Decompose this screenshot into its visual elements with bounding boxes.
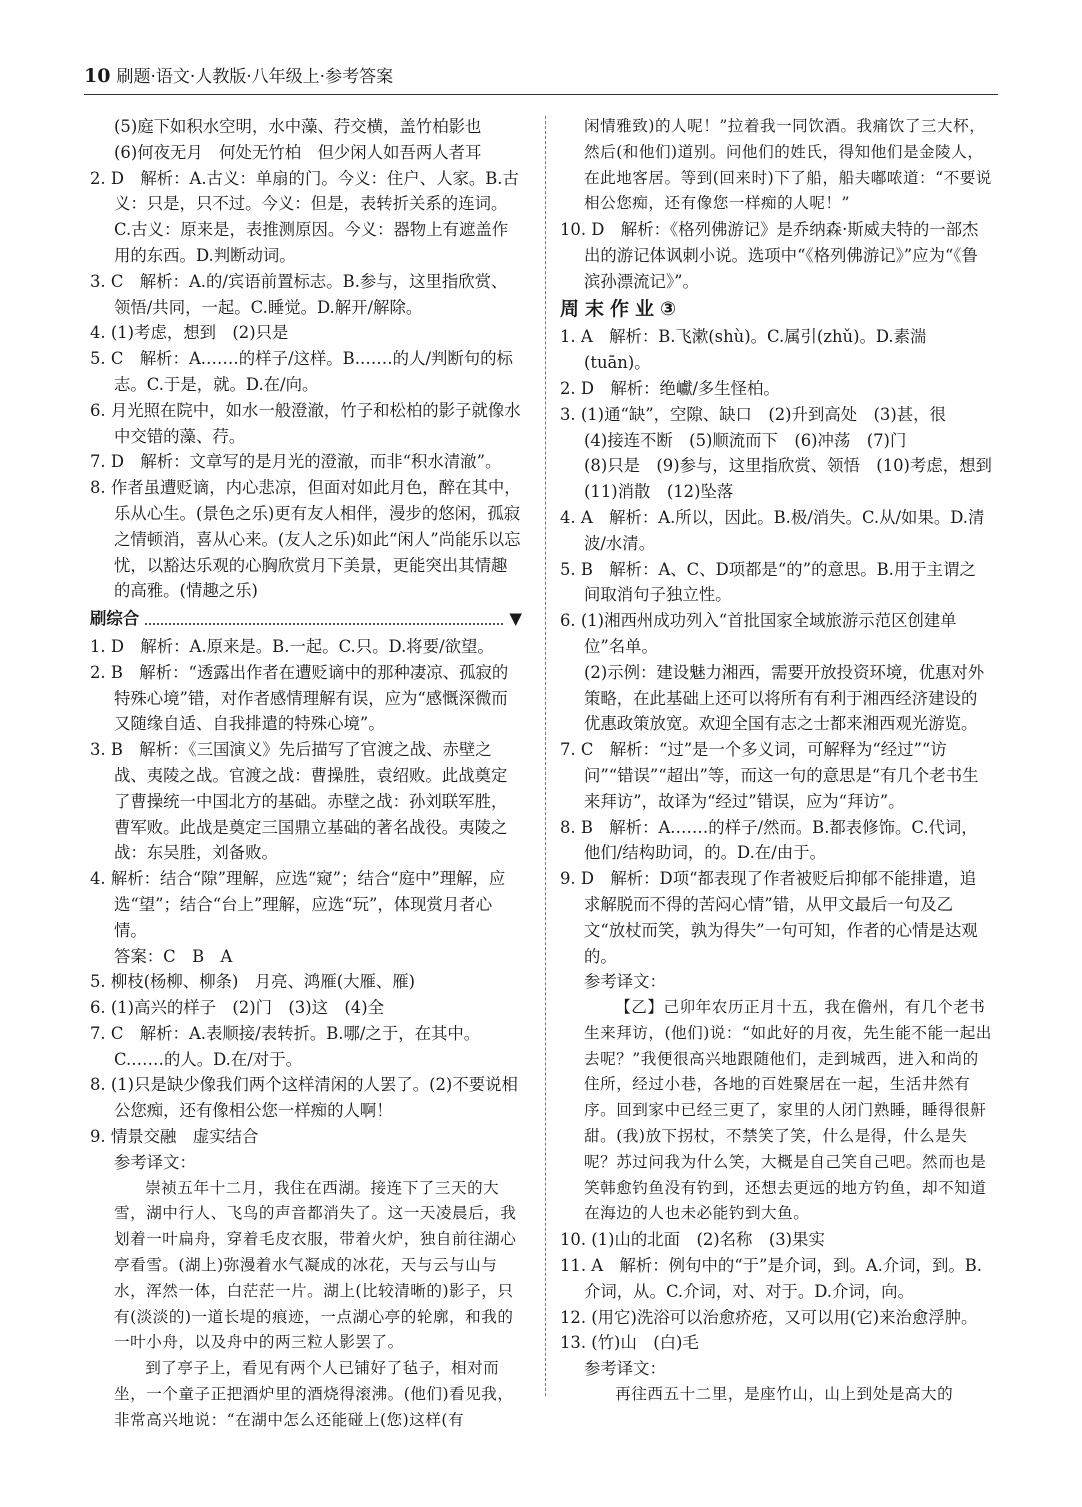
answer-item: 2. B 解析：“透露出作者在遭贬谪中的那种凄凉、孤寂的特殊心境”错，对作者感情理解有误，应为“感慨深微而又随缘自适、自我排遣的特殊心境”。 [90, 662, 509, 734]
section-title: 周末作业③ [560, 297, 683, 320]
answer-line: (6)何夜无月 何处无竹柏 但少闲人如吾两人者耳 [114, 142, 482, 162]
header-title: 刷题·语文·人教版·八年级上·参考答案 [116, 67, 394, 87]
translation-paragraph: 闲情雅致)的人呢！”拉着我一同饮酒。我痛饮了三大杯，然后(和他们)道别。问他们的姓氏，得知他们是金陵人，在此地客居。等到(回来时)下了船，船夫嘟哝道：“不要说相公您痴，还有像您一样痴的人呢！” [584, 117, 992, 213]
page-header [84, 62, 393, 87]
answer-item: 6. (1)高兴的样子 (2)门 (3)这 (4)全 [90, 998, 385, 1018]
column-divider [545, 116, 546, 1396]
answer-item: 7. C 解析：A.表顺接/表转折。B.哪/之于，在其中。C.……的人。D.在/对于。 [90, 1023, 481, 1069]
reference-label: 参考译文： [584, 972, 666, 992]
answer-item: 2. D 解析：A.古义：单扇的门。今义：住户、人家。B.古义：只是，只不过。今义：但是，表转折关系的连词。C.古义：原来是，表推测原因。今义：器物上有遮盖作用的东西。D.判断动词。 [90, 168, 519, 265]
page-number: 10 [84, 65, 111, 87]
answer-item: 4. (1)考虑，想到 (2)只是 [90, 323, 289, 343]
answer-item: 8. B 解析：A.……的样子/然而。B.都表修饰。C.代词，他们/结构助词，的。D.在/由于。 [560, 817, 978, 863]
answer-item: 10. (1)山的北面 (2)名称 (3)果实 [560, 1230, 825, 1250]
answer-item: 7. C 解析：“过”是一个多义词，可解释为“经过”“访问”“错误”“超出”等，而这一句的意思是“有几个老书生来拜访”，故译为“经过”错误，应为“拜访”。 [560, 740, 979, 811]
answer-item: 3. (1)通“缺”，空隙、缺口 (2)升到高处 (3)甚，很 [560, 404, 946, 424]
answer-item: 5. B 解析：A、C、D项都是“的”的意思。B.用于主谓之间取消句子独立性。 [560, 559, 976, 605]
answer-item: 4. A 解析：A.所以，因此。B.极/消失。C.从/如果。D.清波/水清。 [560, 507, 985, 553]
answer-item: 5. 柳枝(杨柳、柳条) 月亮、鸿雁(大雁、雁) [90, 972, 416, 992]
answer-item: 6. (1)湘西州成功列入“首批国家全域旅游示范区创建单位”名单。 [560, 611, 957, 656]
section-marker: ▼ [509, 609, 522, 629]
answer-item: 3. C 解析：A.的/宾语前置标志。B.参与，这里指欣赏、领悟/共同，一起。C.睡觉。D.解开/解除。 [90, 271, 508, 317]
answer-item: 11. A 解析：例句中的“于”是介词，到。A.介词，到。B.介词，从。C.介词，对、对于。D.介词，向。 [560, 1256, 982, 1301]
answer-item: 12. (用它)洗浴可以治愈疥疮，又可以用(它)来治愈浮肿。 [560, 1307, 978, 1327]
dot-leader [145, 613, 503, 625]
answer-key: 答案：C B A [114, 946, 233, 966]
translation-paragraph: 再往西五十二里，是座竹山，山上到处是高大的 [615, 1385, 954, 1404]
answer-item: 9. D 解析：D项“都表现了作者被贬后抑郁不能排遣，追求解脱而不得的苦闷心情”错，从甲文最后一句及乙文“放杖而笑，孰为得失”一句可知，作者的心情是达观的。 [560, 869, 978, 966]
answer-item: 9. 情景交融 虚实结合 [90, 1127, 259, 1147]
answer-line: (4)接连不断 (5)顺流而下 (6)冲荡 (7)门 [584, 430, 907, 450]
answer-item: 3. B 解析：《三国演义》先后描写了官渡之战、赤壁之战、夷陵之战。官渡之战：曹操胜，袁绍败。此战奠定了曹操统一中国北方的基础。赤壁之战：孙刘联军胜，曹军败。此战是奠定三国鼎立基础的著名战役。夷陵之战：东吴胜，刘备败。 [90, 740, 508, 863]
right-column [560, 114, 1009, 1408]
answer-item: 6. 月光照在院中，如水一般澄澈，竹子和松柏的影子就像水中交错的藻、荇。 [90, 400, 521, 446]
answer-item: 5. C 解析：A.……的样子/这样。B.……的人/判断句的标志。C.于是，就。D.在/向。 [90, 349, 513, 394]
reference-label: 参考译文： [584, 1359, 666, 1379]
translation-paragraph: 崇祯五年十二月，我住在西湖。接连下了三天的大雪，湖中行人、飞鸟的声音都消失了。这一天凌晨后，我划着一叶扁舟，穿着毛皮衣服，带着火炉，独自前往湖心亭看雪。(湖上)弥漫着水气凝成的冰花，天与云与山与水，浑然一体，白茫茫一片。湖上(比较清晰的)影子，只有(淡淡的)一道长堤的痕迹，一点湖心亭的轮廓，和我的一叶小舟，以及舟中的两三粒人影罢了。 [114, 1178, 517, 1352]
answer-item: 8. (1)只是缺少像我们两个这样清闲的人罢了。(2)不要说相公您痴，还有像相公您一样痴的人啊！ [90, 1075, 518, 1121]
answer-item: 8. 作者虽遭贬谪，内心悲凉，但面对如此月色，醉在其中，乐从心生。(景色之乐)更有友人相伴，漫步的悠闲，孤寂之情顿消，喜从心来。(友人之乐)如此“闲人”尚能乐以忘忧，以豁达乐观的心胸欣赏月下美景，更能突出其情趣的高雅。(情趣之乐) [90, 478, 521, 601]
translation-paragraph: 【乙】己卯年农历正月十五，我在儋州，有几个老书生来拜访，(他们)说：“如此好的月夜，先生能不能一起出去呢？”我便很高兴地跟随他们，走到城西，进入和尚的住所，经过小巷，各地的百姓聚居在一起，生活井然有序。回到家中已经三更了，家里的人闭门熟睡，睡得很鼾甜。(我)放下拐杖，不禁笑了笑，什么是得，什么是失呢？苏过问我为什么笑，大概是自己笑自己吧。然而也是笑韩愈钓鱼没有钓到，还想去更远的地方钓鱼，却不知道在海边的人也未必能钓到大鱼。 [584, 998, 992, 1223]
header-rule [84, 94, 998, 95]
answer-line: (8)只是 (9)参与，这里指欣赏、领悟 (10)考虑，想到 (11)消散 (12)坠落 [584, 456, 1009, 502]
answer-item: 10. D 解析：《格列佛游记》是乔纳森·斯威夫特的一部杰出的游记体讽刺小说。选项中“《格列佛游记》”应为“《鲁滨孙漂流记》”。 [560, 220, 979, 291]
section-heading [90, 606, 522, 632]
reference-label: 参考译文： [114, 1152, 196, 1172]
answer-item: 1. A 解析：B.飞漱(shù)。C.属引(zhǔ)。D.素湍(tuān)。 [560, 327, 927, 373]
answer-item: 1. D 解析：A.原来是。B.一起。C.只。D.将要/欲望。 [90, 636, 494, 656]
answer-item: 4. 解析：结合“隙”理解，应选“窥”；结合“庭中”理解，应选“望”；结合“台上”理解，应选“玩”，体现赏月者心情。 [90, 869, 506, 940]
answer-item: 2. D 解析：绝巘/多生怪柏。 [560, 378, 780, 398]
section-title: 刷综合 [90, 609, 140, 629]
answer-line: (2)示例：建设魅力湘西，需要开放投资环境，优惠对外策略，在此基础上还可以将所有有利于湘西经济建设的优惠政策放宽。欢迎全国有志之士都来湘西观光游览。 [584, 662, 985, 734]
answer-item: 13. (竹)山 (白)毛 [560, 1333, 699, 1353]
left-column [90, 114, 522, 1434]
translation-paragraph: 到了亭子上，看见有两个人已铺好了毡子，相对而坐，一个童子正把酒炉里的酒烧得滚沸。(他们)看见我，非常高兴地说：“在湖中怎么还能碰上(您)这样(有 [114, 1359, 514, 1429]
answer-item: 7. D 解析：文章写的是月光的澄澈，而非“积水清澈”。 [90, 452, 502, 472]
answer-line: (5)庭下如积水空明，水中藻、荇交横，盖竹柏影也 [114, 117, 482, 136]
